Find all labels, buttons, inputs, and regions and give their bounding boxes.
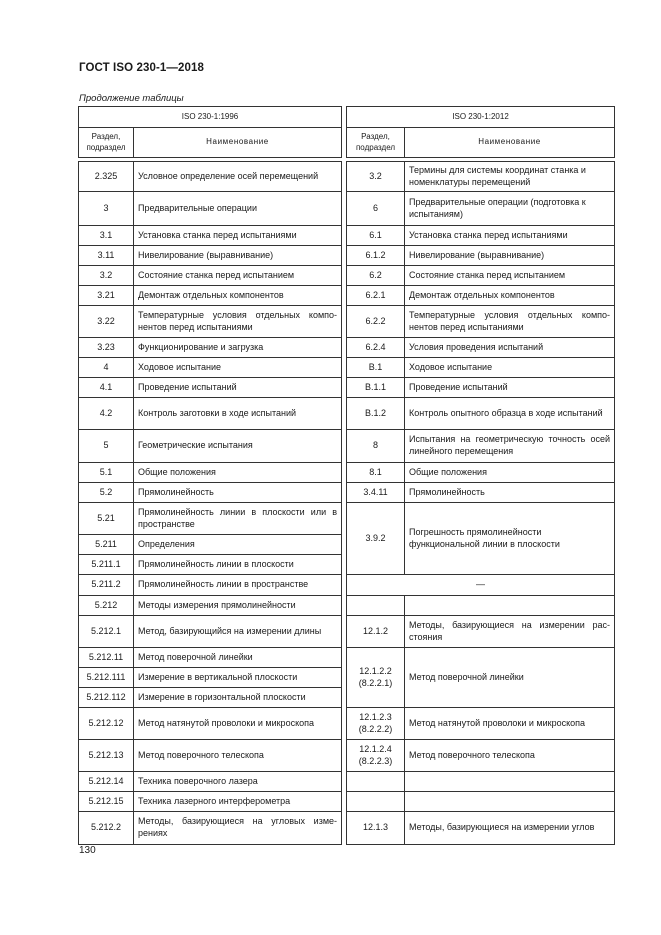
left-section: 5.212.14 (79, 772, 134, 792)
left-title: Измерение в горизонтальной плоскости (134, 688, 342, 708)
right-title: Демонтаж отдельных компонентов (405, 286, 615, 306)
right-section (347, 772, 405, 792)
right-title: Предварительные операции (подготовка к испытаниям) (405, 192, 615, 226)
left-title: Проведение испытаний (134, 378, 342, 398)
left-title: Условное определение осей перемещений (134, 162, 342, 192)
left-section: 2.325 (79, 162, 134, 192)
right-section: 6.2 (347, 266, 405, 286)
document-title: ГОСТ ISO 230-1—2018 (79, 62, 204, 74)
left-section: 5.1 (79, 463, 134, 483)
left-section: 4.1 (79, 378, 134, 398)
left-title: Температурные условия отдельных компонентов перед испытаниями (134, 306, 342, 338)
left-section: 3.21 (79, 286, 134, 306)
right-section (347, 596, 405, 616)
table-row (79, 772, 615, 792)
table-row (79, 226, 615, 246)
left-section: 5.2 (79, 483, 134, 503)
left-title: Установка станка перед испытаниями (134, 226, 342, 246)
left-title: Прямолинейность линии в плоскости (134, 555, 342, 575)
left-section: 4.2 (79, 398, 134, 430)
left-section: 5.211.2 (79, 575, 134, 596)
left-section: 5.211.1 (79, 555, 134, 575)
table-standards-row (79, 107, 615, 128)
table-row (79, 792, 615, 812)
table-row (79, 266, 615, 286)
right-title: Состояние станка перед испытанием (405, 266, 615, 286)
left-title: Техника лазерного интерферометра (134, 792, 342, 812)
left-section: 5.212.15 (79, 792, 134, 812)
right-title: Нивелирование (выравнивание) (405, 246, 615, 266)
left-title: Функционирование и загрузка (134, 338, 342, 358)
right-section (347, 792, 405, 812)
table-caption: Продолжение таблицы (79, 93, 184, 104)
right-title: Установка станка перед испытаниями (405, 226, 615, 246)
left-title: Метод, базирующийся на измерении длины (134, 616, 342, 648)
right-section: 6.2.1 (347, 286, 405, 306)
table-row (79, 162, 615, 192)
table-body (79, 107, 615, 845)
table-row (79, 398, 615, 430)
comparison-table (78, 106, 615, 845)
table-row (79, 740, 615, 772)
left-section: 5.211 (79, 535, 134, 555)
right-section: 3.2 (347, 162, 405, 192)
left-title: Измерение в вертикальной плоскости (134, 668, 342, 688)
left-section: 3.2 (79, 266, 134, 286)
table-row (79, 306, 615, 338)
table-row (79, 358, 615, 378)
left-section: 4 (79, 358, 134, 378)
left-title: Техника поверочного лазера (134, 772, 342, 792)
left-section: 5.212.12 (79, 708, 134, 740)
left-title: Контроль заготовки в ходе испытаний (134, 398, 342, 430)
right-section: В.1.1 (347, 378, 405, 398)
right-name-column-header: Наименование (405, 128, 615, 158)
left-standard-header: ISO 230-1:1996 (79, 107, 342, 128)
right-title: Температурные условия отдельных компонентов перед испытаниями (405, 306, 615, 338)
table-row (79, 483, 615, 503)
right-section: 8 (347, 430, 405, 463)
right-title: Условия проведения испытаний (405, 338, 615, 358)
table-row (79, 246, 615, 266)
right-section: 3.9.2 (347, 503, 405, 575)
left-section: 3.22 (79, 306, 134, 338)
table-row (79, 286, 615, 306)
right-title: Метод натянутой проволоки и микроскопа (405, 708, 615, 740)
left-section: 5.212 (79, 596, 134, 616)
table-columns-row (79, 128, 615, 158)
right-section: 6.2.2 (347, 306, 405, 338)
right-section: 6.2.4 (347, 338, 405, 358)
right-title (405, 772, 615, 792)
right-section: 6.1 (347, 226, 405, 246)
right-section: 3.4.11 (347, 483, 405, 503)
left-section: 3.1 (79, 226, 134, 246)
left-section: 5.212.13 (79, 740, 134, 772)
table-row (79, 708, 615, 740)
left-section: 3.23 (79, 338, 134, 358)
table-row (79, 463, 615, 483)
right-title: Методы, базирующиеся на измерении расстояния (405, 616, 615, 648)
right-section: 12.1.3 (347, 812, 405, 845)
left-section: 5.212.2 (79, 812, 134, 845)
left-title: Методы измерения прямолинейности (134, 596, 342, 616)
right-section: 12.1.2.3 (8.2.2.2) (347, 708, 405, 740)
right-title: Прямолинейность (405, 483, 615, 503)
table-row (79, 648, 615, 668)
right-title: Контроль опытного образца в ходе испытаний (405, 398, 615, 430)
left-title: Предварительные операции (134, 192, 342, 226)
right-section-dash: — (347, 575, 615, 596)
left-title: Нивелирование (выравнивание) (134, 246, 342, 266)
left-title: Прямолинейность линии в пространстве (134, 575, 342, 596)
left-title: Общие положения (134, 463, 342, 483)
left-section: 5.212.11 (79, 648, 134, 668)
table-row (79, 338, 615, 358)
left-section: 5 (79, 430, 134, 463)
left-section: 5.21 (79, 503, 134, 535)
table-row (79, 503, 615, 535)
right-title (405, 792, 615, 812)
left-title: Метод поверочного телескопа (134, 740, 342, 772)
table-row (79, 575, 615, 596)
right-section: В.1 (347, 358, 405, 378)
right-section: В.1.2 (347, 398, 405, 430)
left-section-column-header: Раздел, подраздел (79, 128, 134, 158)
right-title (405, 596, 615, 616)
right-title: Погрешность прямолинейности функциональной линии в плоскости (405, 503, 615, 575)
right-section: 8.1 (347, 463, 405, 483)
table-row (79, 378, 615, 398)
left-title: Демонтаж отдельных компонентов (134, 286, 342, 306)
table-row (79, 192, 615, 226)
left-section: 3.11 (79, 246, 134, 266)
left-title: Прямолинейность (134, 483, 342, 503)
left-section: 5.212.111 (79, 668, 134, 688)
left-title: Прямолинейность линии в плоскости или в пространстве (134, 503, 342, 535)
right-section: 12.1.2.4 (8.2.2.3) (347, 740, 405, 772)
right-title: Метод поверочного телескопа (405, 740, 615, 772)
left-title: Метод натянутой проволоки и микроскопа (134, 708, 342, 740)
left-section: 3 (79, 192, 134, 226)
right-title: Проведение испытаний (405, 378, 615, 398)
right-section-column-header: Раздел, подраздел (347, 128, 405, 158)
right-title: Испытания на геометрическую точность осей линейного перемещения (405, 430, 615, 463)
table-row (79, 812, 615, 845)
left-section: 5.212.112 (79, 688, 134, 708)
left-title: Ходовое испытание (134, 358, 342, 378)
left-section: 5.212.1 (79, 616, 134, 648)
table-row (79, 616, 615, 648)
left-title: Определения (134, 535, 342, 555)
right-section: 6 (347, 192, 405, 226)
left-title: Методы, базирующиеся на угловых измерениях (134, 812, 342, 845)
right-section: 12.1.2.2 (8.2.2.1) (347, 648, 405, 708)
right-title: Метод поверочной линейки (405, 648, 615, 708)
left-title: Геометрические испытания (134, 430, 342, 463)
right-section: 6.1.2 (347, 246, 405, 266)
right-section: 12.1.2 (347, 616, 405, 648)
left-name-column-header: Наименование (134, 128, 342, 158)
table-row (79, 596, 615, 616)
left-title: Метод поверочной линейки (134, 648, 342, 668)
page-number: 130 (79, 845, 96, 856)
table-row (79, 430, 615, 463)
left-title: Состояние станка перед испытанием (134, 266, 342, 286)
right-title: Ходовое испытание (405, 358, 615, 378)
right-title: Методы, базирующиеся на измерении углов (405, 812, 615, 845)
right-title: Общие положения (405, 463, 615, 483)
right-title: Термины для системы координат станка и номенклатуры перемещений (405, 162, 615, 192)
right-standard-header: ISO 230-1:2012 (347, 107, 615, 128)
